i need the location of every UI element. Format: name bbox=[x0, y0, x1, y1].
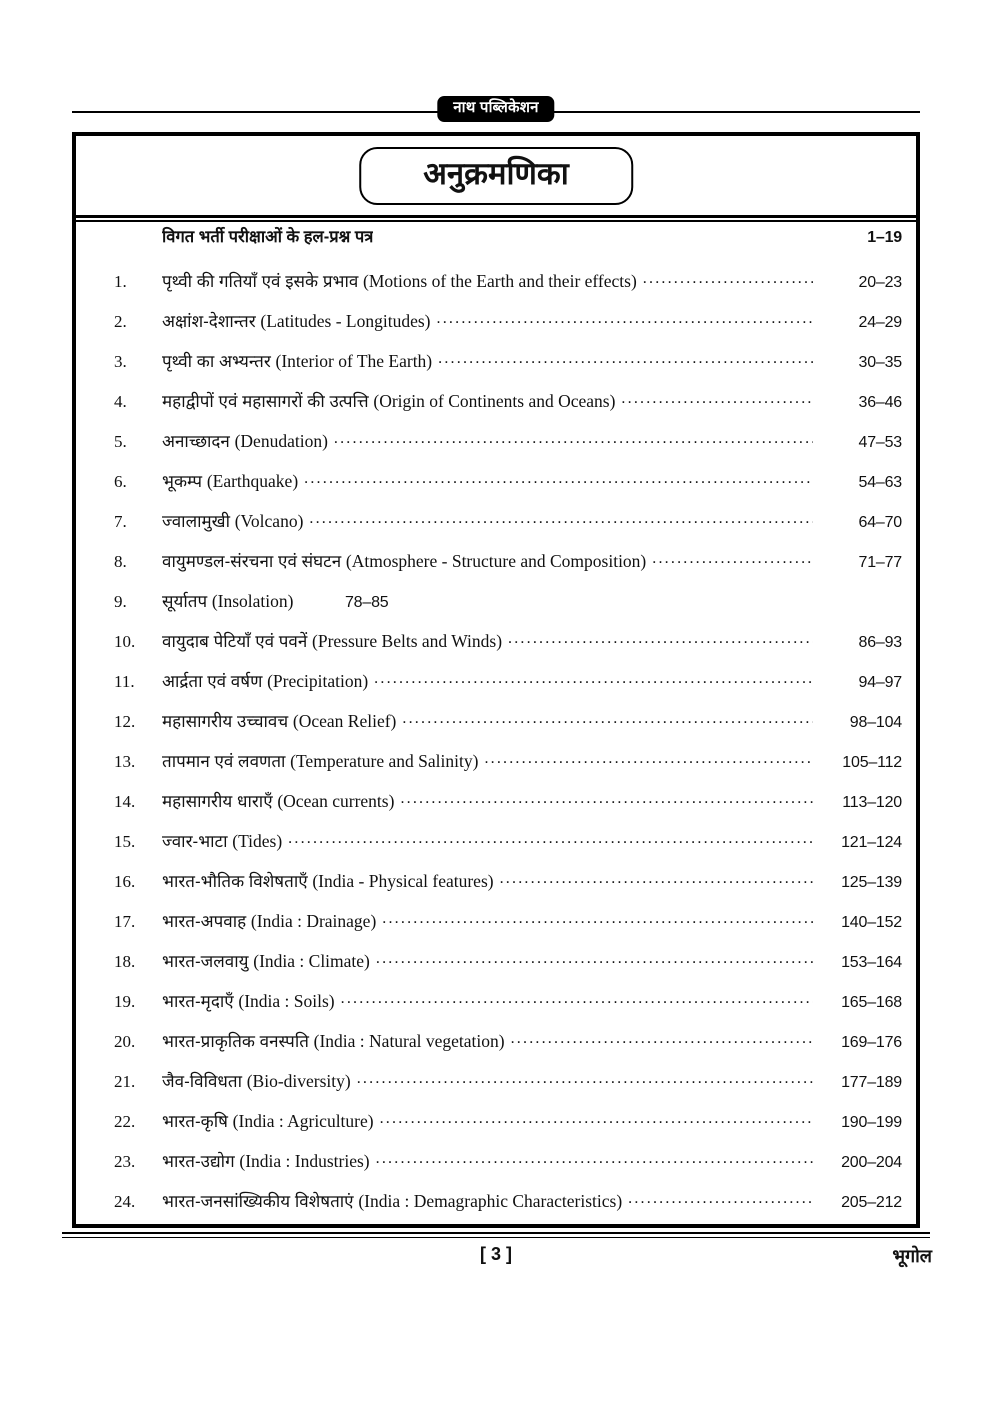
toc-row-number: 10. bbox=[114, 632, 136, 651]
toc-row-dot-leader bbox=[628, 1191, 813, 1207]
toc-row[interactable] bbox=[110, 710, 902, 750]
toc-row-pages: 200–204 bbox=[841, 1154, 902, 1171]
toc-row-pages: 24–29 bbox=[858, 314, 902, 331]
toc-row-label bbox=[162, 310, 431, 333]
toc-row-dot-leader bbox=[382, 911, 813, 927]
toc-row-number: 21. bbox=[114, 1072, 136, 1091]
toc-row-number: 8. bbox=[114, 552, 127, 571]
toc-row-title-english: (India : Natural vegetation) bbox=[313, 1031, 505, 1051]
toc-row-label bbox=[162, 1110, 374, 1133]
toc-row-label bbox=[162, 510, 303, 533]
toc-row-pages: 78–85 bbox=[344, 594, 389, 611]
toc-row[interactable] bbox=[110, 910, 902, 950]
content-frame bbox=[72, 132, 920, 1228]
toc-row-number: 5. bbox=[114, 432, 127, 451]
toc-row-pages: 190–199 bbox=[841, 1114, 902, 1131]
toc-row-pages: 47–53 bbox=[858, 434, 902, 451]
toc-row[interactable] bbox=[110, 550, 902, 590]
toc-header-row[interactable] bbox=[110, 226, 902, 270]
toc-row-title-english: (Interior of The Earth) bbox=[275, 351, 433, 371]
footer-page-number: [ 3 ] bbox=[479, 1244, 513, 1264]
toc-row-dot-leader bbox=[376, 1151, 813, 1167]
toc-row-pages: 30–35 bbox=[858, 354, 902, 371]
toc-row-pages: 105–112 bbox=[842, 754, 902, 771]
toc-row-title-hindi: भारत-मृदाएँ bbox=[162, 992, 239, 1011]
toc-row-number: 14. bbox=[114, 792, 136, 811]
toc-row-pages: 98–104 bbox=[849, 714, 902, 731]
toc-row-number: 13. bbox=[114, 752, 136, 771]
toc-row-label bbox=[162, 1070, 351, 1093]
toc-row-title-hindi: वायुमण्डल-संरचना एवं संघटन bbox=[162, 552, 346, 571]
title-band bbox=[76, 136, 916, 218]
footer-rule-top bbox=[62, 1232, 930, 1234]
toc-row[interactable] bbox=[110, 270, 902, 310]
toc-row-number: 17. bbox=[114, 912, 136, 931]
toc-row-title-english: (Atmosphere - Structure and Composition) bbox=[345, 551, 647, 571]
toc-row-title-english: (Denudation) bbox=[234, 431, 328, 451]
toc-row-label bbox=[162, 750, 478, 773]
toc-row-title-english: (Origin of Continents and Oceans) bbox=[373, 391, 616, 411]
toc-row-title-english: (India : Drainage) bbox=[250, 911, 377, 931]
toc-row-title-english: (Volcano) bbox=[234, 511, 304, 531]
toc-row-title-hindi: तापमान एवं लवणता bbox=[162, 752, 291, 771]
toc-row[interactable] bbox=[110, 870, 902, 910]
toc-row-title-hindi: पृथ्वी की गतियाँ एवं इसके प्रभाव bbox=[162, 272, 364, 291]
toc-row[interactable] bbox=[110, 1110, 902, 1150]
toc-row-number: 12. bbox=[114, 712, 136, 731]
toc-row-title-hindi: भारत-प्राकृतिक वनस्पति bbox=[162, 1032, 314, 1051]
toc-row-pages: 54–63 bbox=[858, 474, 902, 491]
toc-row-label bbox=[162, 670, 368, 693]
toc-row-dot-leader bbox=[334, 431, 813, 447]
toc-row-title-english: (Ocean currents) bbox=[277, 791, 395, 811]
toc-row-title-english: (Tides) bbox=[232, 831, 283, 851]
toc-row-title-hindi: अनाच्छादन bbox=[162, 432, 235, 451]
toc-row-dot-leader bbox=[402, 711, 813, 727]
toc-row-title-english: (India : Agriculture) bbox=[232, 1111, 374, 1131]
toc-row-number: 22. bbox=[114, 1112, 136, 1131]
toc-row-label bbox=[162, 1190, 622, 1213]
toc-row-pages: 205–212 bbox=[841, 1194, 902, 1211]
toc-row-title-english: (Precipitation) bbox=[267, 671, 369, 691]
toc-row-number: 15. bbox=[114, 832, 136, 851]
toc-row[interactable] bbox=[110, 1030, 902, 1070]
toc-row-title-hindi: आर्द्रता एवं वर्षण bbox=[162, 672, 268, 691]
toc-header-pages: 1–19 bbox=[867, 229, 902, 246]
toc-row-pages: 169–176 bbox=[841, 1034, 902, 1051]
toc-row-title-english: (Motions of the Earth and their effects) bbox=[363, 271, 637, 291]
toc-row-label bbox=[162, 350, 432, 373]
toc-row-title-english: (India : Soils) bbox=[238, 991, 335, 1011]
toc-rows bbox=[110, 270, 902, 1230]
toc-row-number: 20. bbox=[114, 1032, 136, 1051]
toc-row-pages: 165–168 bbox=[841, 994, 902, 1011]
toc-row-title-hindi: भूकम्प bbox=[162, 472, 207, 491]
toc-row-label bbox=[162, 870, 494, 893]
toc-row-title-hindi: भारत-अपवाह bbox=[162, 912, 251, 931]
toc-row-title-english: (Pressure Belts and Winds) bbox=[312, 631, 503, 651]
toc-row-label bbox=[162, 1030, 505, 1053]
toc-row-title-hindi: जैव-विविधता bbox=[162, 1072, 247, 1091]
toc-row-label bbox=[162, 470, 298, 493]
toc-row[interactable] bbox=[110, 510, 902, 550]
toc-row-number: 24. bbox=[114, 1192, 136, 1211]
toc-row-label bbox=[162, 990, 335, 1013]
toc-row-number: 1. bbox=[114, 272, 127, 291]
toc-row-title-hindi: महाद्वीपों एवं महासागरों की उत्पत्ति bbox=[162, 392, 374, 411]
toc-row-dot-leader bbox=[309, 511, 813, 527]
running-head bbox=[72, 96, 920, 130]
toc-row[interactable] bbox=[110, 990, 902, 1030]
toc-row[interactable] bbox=[110, 1070, 902, 1110]
toc-row-number: 6. bbox=[114, 472, 127, 491]
toc-row[interactable] bbox=[110, 1190, 902, 1230]
footer-rule-bottom bbox=[62, 1237, 930, 1238]
toc-row-number: 3. bbox=[114, 352, 127, 371]
table-of-contents bbox=[76, 226, 916, 1230]
toc-row-title-english: (India - Physical features) bbox=[312, 871, 494, 891]
toc-row-title-english: (Ocean Relief) bbox=[292, 711, 397, 731]
toc-row[interactable] bbox=[110, 470, 902, 510]
toc-row-dot-leader bbox=[652, 551, 813, 567]
toc-row-pages: 153–164 bbox=[841, 954, 902, 971]
toc-row-title-hindi: सूर्यातप bbox=[162, 592, 212, 611]
toc-row-dot-leader bbox=[357, 1071, 813, 1087]
toc-row[interactable] bbox=[110, 630, 902, 670]
toc-row-title-english: (Temperature and Salinity) bbox=[290, 751, 479, 771]
toc-row[interactable] bbox=[110, 430, 902, 470]
toc-row-pages: 177–189 bbox=[841, 1074, 902, 1091]
toc-row-title-hindi: महासागरीय धाराएँ bbox=[162, 792, 278, 811]
toc-row-dot-leader bbox=[643, 271, 813, 287]
toc-row-label bbox=[162, 270, 637, 293]
toc-row-title-english: (India : Industries) bbox=[239, 1151, 370, 1171]
toc-row-number: 2. bbox=[114, 312, 127, 331]
toc-row-title-hindi: ज्वार-भाटा bbox=[162, 832, 233, 851]
toc-row-title-english: (Bio-diversity) bbox=[246, 1071, 351, 1091]
toc-row-pages: 140–152 bbox=[841, 914, 902, 931]
page-footer bbox=[72, 1232, 932, 1272]
toc-row-title-english: (India : Climate) bbox=[253, 951, 370, 971]
toc-row-pages: 20–23 bbox=[858, 274, 902, 291]
toc-row-title-hindi: वायुदाब पेटियाँ एवं पवनें bbox=[162, 632, 313, 651]
toc-row-label bbox=[162, 590, 293, 613]
toc-row-title-hindi: भारत-जलवायु bbox=[162, 952, 254, 971]
toc-row-title-hindi: पृथ्वी का अभ्यन्तर bbox=[162, 352, 276, 371]
toc-row-label bbox=[162, 830, 282, 853]
toc-row-number: 4. bbox=[114, 392, 127, 411]
toc-row[interactable] bbox=[110, 830, 902, 870]
toc-row-title-english: (Insolation) bbox=[211, 591, 294, 611]
toc-row-title-english: (India : Demagraphic Characteristics) bbox=[358, 1191, 623, 1211]
toc-row[interactable] bbox=[110, 950, 902, 990]
toc-row-pages: 86–93 bbox=[858, 634, 902, 651]
toc-row-dot-leader bbox=[621, 391, 813, 407]
toc-row-number: 11. bbox=[114, 672, 135, 691]
toc-row-title-hindi: भारत-उद्योग bbox=[162, 1152, 240, 1171]
toc-row[interactable] bbox=[110, 390, 902, 430]
toc-row-title-hindi: महासागरीय उच्चावच bbox=[162, 712, 293, 731]
toc-row-title-english: (Latitudes - Longitudes) bbox=[260, 311, 431, 331]
toc-row-label bbox=[162, 950, 370, 973]
toc-row-label bbox=[162, 550, 646, 573]
toc-row-dot-leader bbox=[288, 831, 813, 847]
toc-row-title-hindi: भारत-जनसांख्यिकीय विशेषताएं bbox=[162, 1192, 359, 1211]
toc-row-dot-leader bbox=[511, 1031, 813, 1047]
toc-row-label bbox=[162, 630, 502, 653]
toc-row-pages: 121–124 bbox=[841, 834, 902, 851]
toc-row-dot-leader bbox=[400, 791, 813, 807]
toc-row-pages: 36–46 bbox=[858, 394, 902, 411]
toc-row-dot-leader bbox=[508, 631, 813, 647]
toc-row-number: 7. bbox=[114, 512, 127, 531]
toc-row-title-hindi: ज्वालामुखी bbox=[162, 512, 235, 531]
toc-row-dot-leader bbox=[484, 751, 813, 767]
toc-row[interactable] bbox=[110, 310, 902, 350]
toc-row-dot-leader bbox=[380, 1111, 813, 1127]
publisher-badge: नाथ पब्लिकेशन bbox=[437, 96, 554, 122]
toc-row[interactable] bbox=[110, 750, 902, 790]
toc-row-dot-leader bbox=[438, 351, 813, 367]
toc-header-label: विगत भर्ती परीक्षाओं के हल-प्रश्न पत्र bbox=[162, 228, 374, 246]
toc-row[interactable] bbox=[110, 790, 902, 830]
toc-row-pages: 64–70 bbox=[858, 514, 902, 531]
toc-row-number: 9. bbox=[114, 592, 127, 611]
footer-subject: भूगोल bbox=[892, 1246, 932, 1266]
toc-row-title-english: (Earthquake) bbox=[206, 471, 299, 491]
toc-row-label bbox=[162, 910, 376, 933]
toc-row-dot-leader bbox=[437, 311, 813, 327]
page-title: अनुक्रमणिका bbox=[359, 147, 633, 205]
toc-row-title-hindi: अक्षांश-देशान्तर bbox=[162, 312, 261, 331]
toc-row-label bbox=[162, 430, 328, 453]
toc-row-label bbox=[162, 790, 394, 813]
toc-row-dot-leader bbox=[374, 671, 813, 687]
toc-row-pages: 71–77 bbox=[858, 554, 902, 571]
toc-row-label bbox=[162, 1150, 370, 1173]
toc-row-pages: 113–120 bbox=[842, 794, 902, 811]
toc-row-dot-leader bbox=[376, 951, 813, 967]
toc-row[interactable] bbox=[110, 590, 902, 630]
toc-row-number: 16. bbox=[114, 872, 136, 891]
toc-row-dot-leader bbox=[500, 871, 813, 887]
toc-row-pages: 94–97 bbox=[858, 674, 902, 691]
toc-row-dot-leader bbox=[304, 471, 813, 487]
toc-row[interactable] bbox=[110, 1150, 902, 1190]
toc-row-title-hindi: भारत-भौतिक विशेषताएँ bbox=[162, 872, 313, 891]
toc-row-number: 23. bbox=[114, 1152, 136, 1171]
toc-row-label bbox=[162, 390, 615, 413]
toc-row[interactable] bbox=[110, 670, 902, 710]
toc-row-number: 18. bbox=[114, 952, 136, 971]
toc-row-pages: 125–139 bbox=[841, 874, 902, 891]
toc-row-label bbox=[162, 710, 396, 733]
toc-row[interactable] bbox=[110, 350, 902, 390]
toc-row-dot-leader bbox=[341, 991, 813, 1007]
toc-header-leader bbox=[379, 226, 813, 242]
toc-row-title-hindi: भारत-कृषि bbox=[162, 1112, 233, 1131]
toc-row-number: 19. bbox=[114, 992, 136, 1011]
